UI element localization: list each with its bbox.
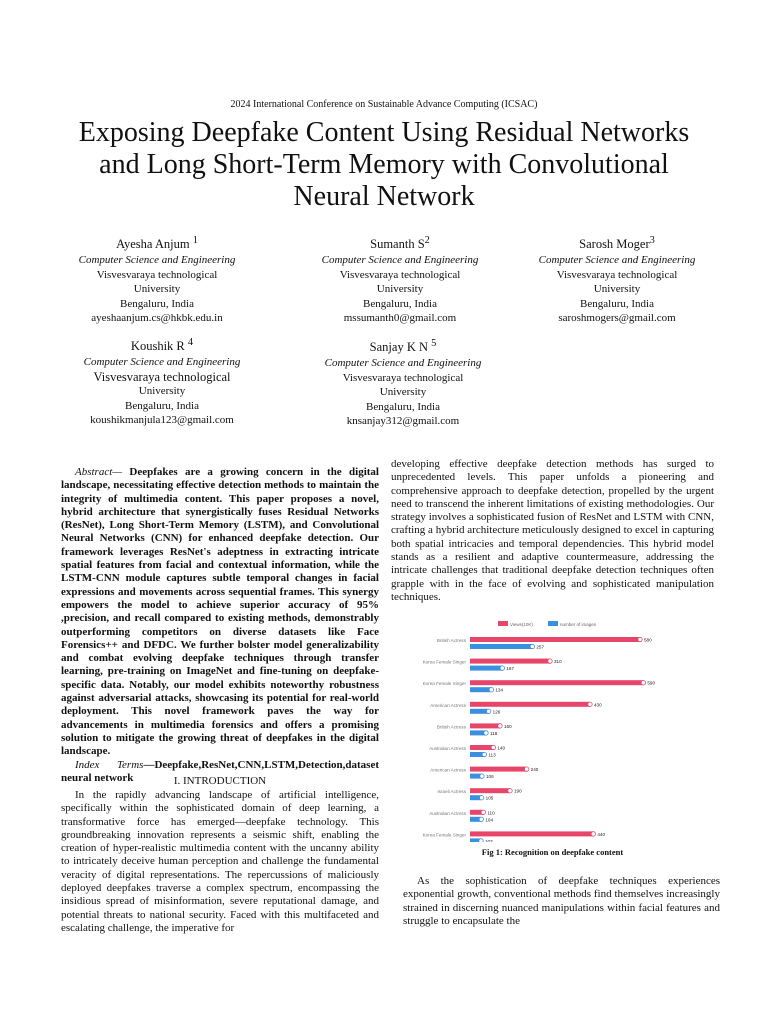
bar [470,788,510,793]
bar-end-marker [479,817,483,821]
author-email: saroshmogers@gmail.com [558,312,676,325]
figure-caption: Fig 1: Recognition on deepfake content [481,847,624,857]
section-heading-introduction: I. INTRODUCTION [173,775,267,787]
bar-end-marker [489,688,493,692]
abstract-label: Abstract— [75,466,123,478]
bar [470,680,643,685]
author-org: Visvesvaraya technological [342,371,464,384]
data-label: 257 [536,644,545,650]
data-label: 126 [492,709,501,715]
bar-end-marker [482,752,486,756]
author-city: Bengaluru, India [366,400,440,413]
bar-end-marker [548,659,552,663]
legend-swatch [498,621,508,626]
bar [470,659,550,664]
author-org: University [133,283,181,296]
author-dept: Computer Science and Engineering [83,356,241,369]
bar-end-marker [508,789,512,793]
bar [470,709,489,714]
data-label: 134 [495,687,504,693]
author-org: University [376,283,424,296]
abstract-text: Deepfakes are a growing concern in the digital landscape, necessitating effective detection methods to maintain the integrity of multimedia content. This paper proposes a novel, hybrid architecture that synergistically fuses Residual Networks (ResNet), Long Short-Term Memory (LSTM), and Convolutional Neural Networks (CNN) for enhanced deepfake detection. Our framework leverages ResNet's adeptness in extracting intricate spatial features from facial and contextual information, while the LSTM-CNN module captures subtle temporal changes in facial expressions and movements across sequential frames. This synergy empowers the model to achieve superior accuracy of 95% ,precision, and recall compared to existing methods, demonstrably outperforming competitors on diverse datasets like Face Forensics++ and DFDC. We further bolster model generalizability and combat evolving deepfake techniques through transfer learning, pre-training on ImageNet and fine-tuning on deepfake-specific data. Notably, our model exhibits noteworthy robustness against adversarial attacks, showcasing its potential for real-world deployment. This novel framework paves the way for advancements in multimedia forensics and offers a promising solution to mitigate the growing threat of deepfakes in the digital landscape. [61,466,379,758]
bar [470,687,491,692]
author-name: Sanjay K N [369,340,428,355]
bar-end-marker [500,666,504,670]
bar-end-marker [479,796,483,800]
author-name: Sumanth S [370,237,425,252]
author-block-2 [295,233,505,326]
category-label: Korea Female Singer [422,681,466,687]
bar-end-marker [491,745,495,749]
bar-end-marker [641,681,645,685]
data-label: 167 [506,666,515,672]
author-sup: 4 [187,337,194,348]
paper-title: Exposing Deepfake Content Using Residual Networks and Long Short-Term Memory with Convolutional Neural Network [78,117,690,212]
right-paragraph: developing effective deepfake detection methods has surged to unprecedented levels. This paper unfolds a pioneering and comprehensive approach to deepfake detection, propelled by the urgent need to transcend the inherent limitations of existing methodologies. Our strategy involves a sophisticated fusion of ResNet and LSTM with CNN, crafting a hybrid architecture meticulously designed to excel in capturing both spatial intricacies and temporal dependencies. This hybrid model stands as a resilient and adaptive countermeasure, addressing the intricate challenges that traditional deepfake detection techniques often grapple with in the face of evolving and sophisticated manipulation techniques. [391,458,714,603]
bar-end-marker [530,644,534,648]
bar [470,745,493,750]
author-dept: Computer Science and Engineering [538,254,696,267]
data-label: 118 [490,730,498,736]
author-org: Visvesvaraya technological [93,369,231,384]
data-label: 160 [504,723,512,729]
category-label: American Actress [430,702,466,708]
index-terms-text: —Deepfake,ResNet,CNN,LSTM,Detection,dataset neural network [61,758,379,784]
data-label: 190 [514,788,522,794]
bar [470,723,500,728]
category-label: Israeli Actress [437,789,466,795]
right-paragraph-bottom: As the sophistication of deepfake techniques experiences exponential growth, conventional methods find themselves increasingly strained in discerning nuanced manipulations within facial features and struggle to encapsulate the [403,875,720,927]
recognition-bar-chart [400,620,700,842]
author-city: Bengaluru, India [580,297,654,310]
bar [470,637,640,642]
introduction-text [61,789,379,935]
bar [470,702,590,707]
data-label: 310 [554,659,562,665]
author-org: University [379,386,427,399]
index-terms-label: Index Terms [75,758,144,771]
author-org: University [138,385,186,398]
data-label: 580 [644,637,652,643]
data-label: 106 [486,774,494,780]
data-label: 440 [597,831,606,837]
category-label: Korea Female Singer [422,659,466,665]
author-name: Sarosh Moger [579,237,650,252]
author-dept: Computer Science and Engineering [324,357,482,370]
bar-end-marker [484,731,488,735]
bar-end-marker [524,767,528,771]
category-label: American Actress [430,767,466,773]
author-dept: Computer Science and Engineering [321,254,479,267]
author-city: Bengaluru, India [125,399,199,412]
author-sup: 3 [649,235,655,246]
category-label: Australian Actress [429,810,466,816]
data-label: 113 [488,752,496,758]
bar [470,831,593,836]
author-block-5 [298,336,508,429]
author-city: Bengaluru, India [120,297,194,310]
legend-label: Views(10K) [510,622,533,627]
author-email: knsanjay312@gmail.com [346,415,460,428]
bar [470,767,527,772]
introduction-paragraph: In the rapidly advancing landscape of artificial intelligence, specifically within the sophisticated domain of deep learning, a transformative force has emerged—deepfake technology. This groundbreaking innovation represents a seismic shift, enabling the creation of hyper-realistic multimedia content with the uncanny ability to intricately deceive human perception and challenge the fundamental veracity of digital representations. The repercussions of maliciously deployed deepfakes traverse a complex spectrum, encompassing the insidious spread of misinformation, severe reputational damage, and potential threats to national security. Faced with this multifaceted and escalating challenge, the imperative for [61,789,379,934]
author-email: ayeshaanjum.cs@hkbk.edu.in [91,312,223,325]
category-label: British Actress [436,724,466,730]
author-email: koushikmanjula123@gmail.com [90,414,234,427]
author-block-3 [512,233,722,326]
bar [470,644,532,649]
legend-swatch [548,621,558,626]
author-org: Visvesvaraya technological [96,268,218,281]
legend-label: number of images [560,622,597,627]
bar-end-marker [480,774,484,778]
author-block-4 [57,335,267,428]
bar-end-marker [638,637,642,641]
author-name: Ayesha Anjum [116,237,190,252]
author-org: University [593,283,641,296]
bar-end-marker [591,832,595,836]
category-label: British Actress [436,638,466,643]
category-label: Korea Female Singer [422,832,466,838]
bar-end-marker [479,839,483,842]
chart-legend [498,621,597,627]
data-label: 430 [594,702,602,708]
author-org: Visvesvaraya technological [556,268,678,281]
author-sup: 1 [192,235,198,246]
chart-bars [423,637,656,842]
data-label: 140 [497,745,506,751]
author-sup: 5 [431,338,437,349]
bar-end-marker [481,810,485,814]
data-label: 240 [530,767,539,773]
right-column-text-bottom [403,875,720,928]
bar-end-marker [486,709,490,713]
data-label: 103 [485,838,493,842]
data-label: 110 [487,810,495,816]
author-org: Visvesvaraya technological [339,268,461,281]
bar-end-marker [498,724,502,728]
author-sup: 2 [424,235,430,246]
data-label: 105 [485,795,494,801]
category-label: Australian Actress [429,746,466,751]
author-dept: Computer Science and Engineering [78,254,236,267]
data-label: 104 [485,817,494,823]
data-label: 590 [647,680,656,686]
author-email: mssumanth0@gmail.com [343,312,457,325]
author-block-1 [52,233,262,326]
conference-header: 2024 International Conference on Sustainable Advance Computing (ICSAC) [230,99,538,110]
author-city: Bengaluru, India [363,297,437,310]
bar [470,666,502,671]
abstract [61,466,379,785]
bar-end-marker [588,702,592,706]
right-column-text [391,458,714,604]
author-name: Koushik R [130,339,185,354]
